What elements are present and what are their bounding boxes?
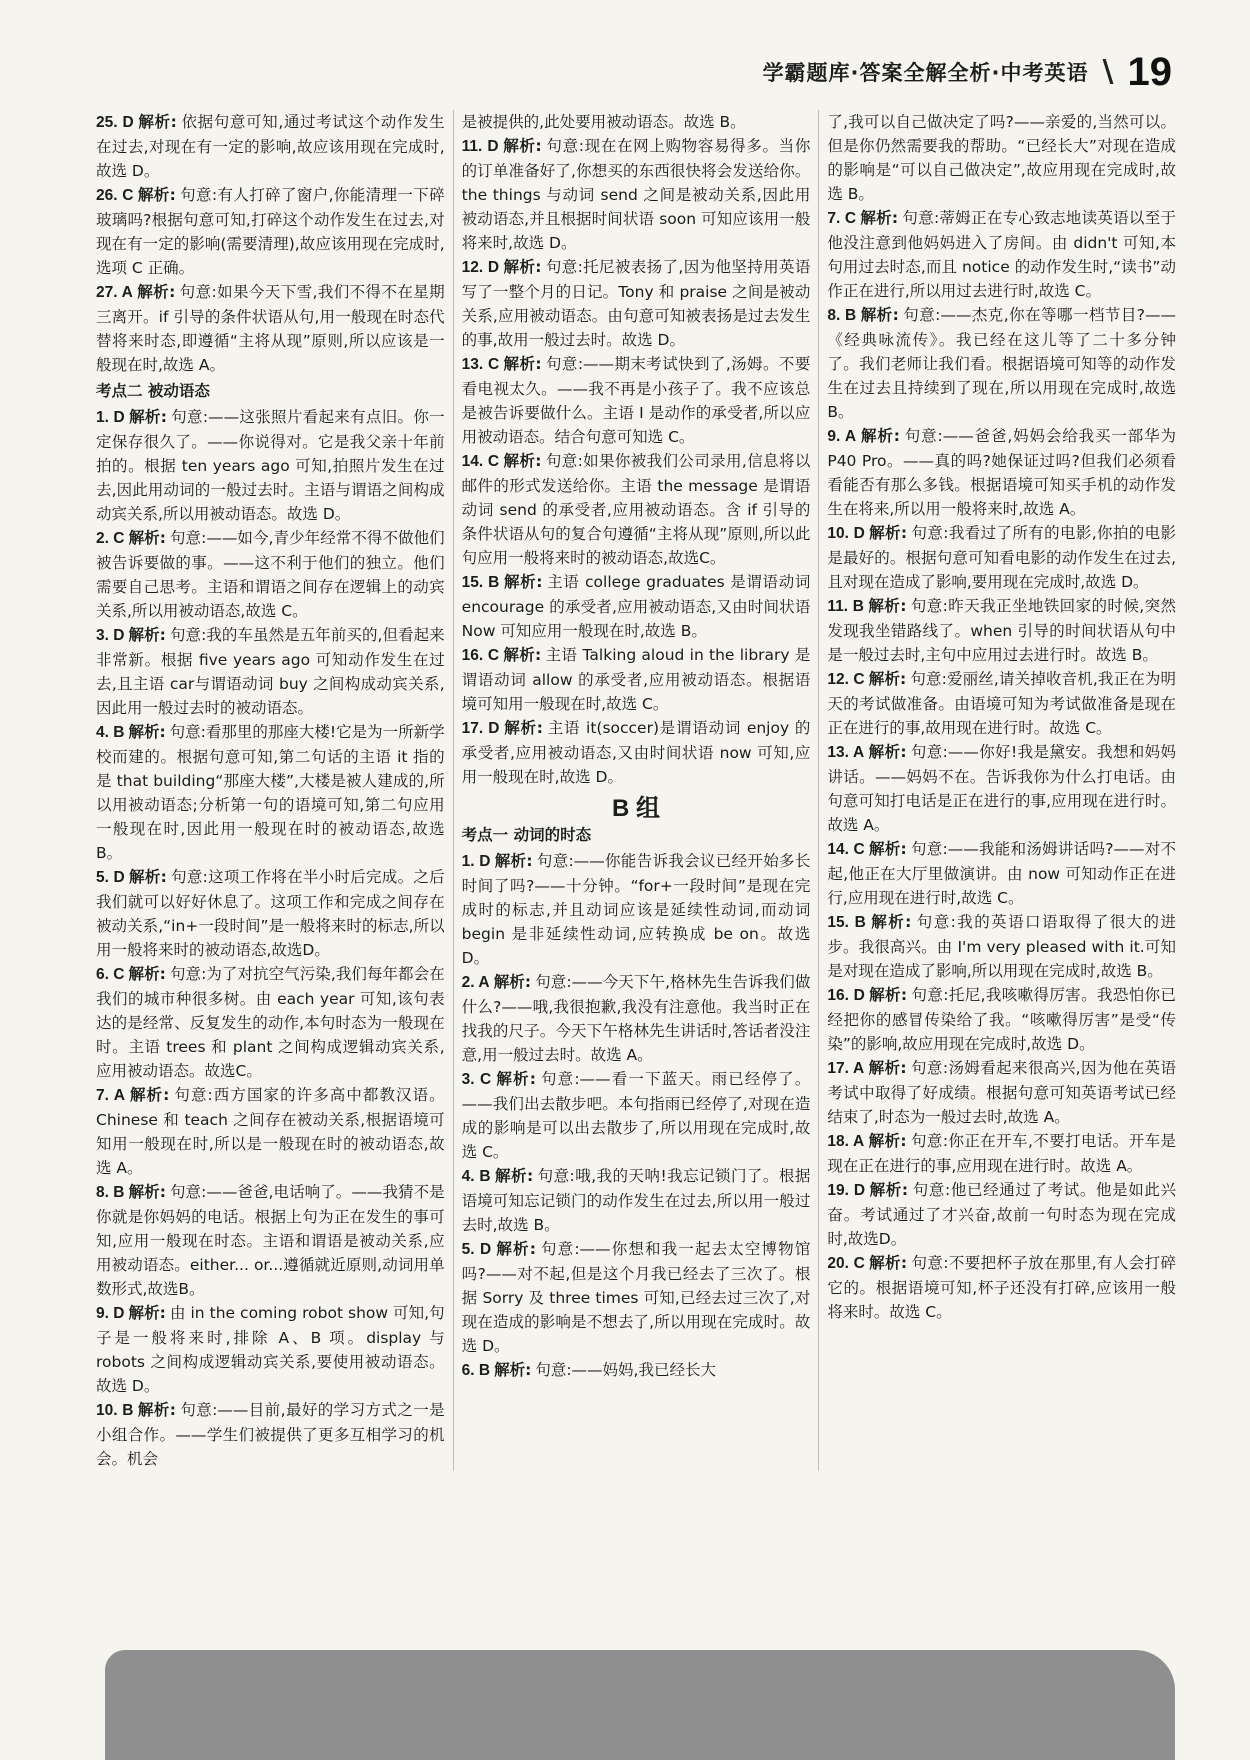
- column-2: [453, 110, 811, 1471]
- analysis-label: 解析:: [128, 1183, 166, 1201]
- analysis-text: 依据句意可知,通过考试这个动作发生在过去,对现在有一定的影响,故应该用现在完成时,故选 D。: [96, 113, 445, 180]
- analysis-label: 解析:: [868, 524, 908, 542]
- analysis-text: 主语 it(soccer)是谓语动词 enjoy 的承受者,应用被动语态,又由时间状语 now 可知,应用一般现在时,故选 D。: [461, 719, 811, 786]
- analysis-text: 句意:——今天下午,格林先生告诉我们做什么?——哦,我很抱歉,我没有注意他。我当时正在找我的尺子。今天下午格林先生讲话时,答话者没注意,用一般过去时。故选 A。: [461, 973, 811, 1064]
- question-number: 2. A: [461, 974, 490, 991]
- analysis-label: 解析:: [494, 1167, 534, 1185]
- question-number: 25. D: [96, 114, 134, 131]
- answer-entry: [462, 449, 811, 570]
- answer-entry: [462, 255, 811, 352]
- analysis-label: 解析:: [128, 1304, 166, 1322]
- analysis-text: 句意:看那里的那座大楼!它是为一所新学校而建的。根据句意可知,第二句话的主语 it 指的是 that building“那座大楼”,大楼是被人建成的,所以用被动语态;分析第一句的语境可知,第二句应用一般现在时,因此用一般现在时的被动语态,故选 B。: [96, 723, 445, 862]
- analysis-label: 解析:: [860, 306, 899, 324]
- section-heading: 考点一 动词的时态: [461, 826, 592, 844]
- analysis-label: 解析:: [860, 209, 899, 227]
- column-1: [96, 110, 445, 1471]
- analysis-text: 句意:——这张照片看起来有点旧。你一定保存很久了。——你说得对。它是我父亲十年前拍的。根据 ten years ago 可知,拍照片发生在过去,因此用动词的一般过去时。主语与谓语之间构成动宾关系,所以用被动语态。故选 D。: [96, 408, 445, 523]
- answer-entry: [96, 183, 445, 280]
- question-number: 26. C: [96, 187, 134, 204]
- answer-entry: [96, 280, 445, 377]
- analysis-text: 句意:西方国家的许多高中都教汉语。Chinese 和 teach 之间存在被动关系,根据语境可知用一般现在时,所以是一般现在时的被动语态,故选 A。: [96, 1086, 445, 1177]
- answer-entry: [827, 740, 1176, 837]
- question-number: 8. B: [96, 1184, 125, 1201]
- answer-entry: [462, 134, 811, 255]
- analysis-text: 句意:托尼被表扬了,因为他坚持用英语写了一整个月的日记。Tony 和 praise 之间是被动关系,应用被动语态。由句意可知被表扬是过去发生的事,故用一般过去时。故选 D。: [461, 258, 811, 349]
- analysis-text: 句意:——爸爸,电话响了。——我猜不是你就是你妈妈的电话。根据上句为正在发生的事可知,应用一般现在时态。主语和谓语是被动关系,应用被动语态。either... or...遵循就近原则,动词用单数形式,故选B。: [96, 1183, 445, 1298]
- answer-entry: [96, 720, 445, 865]
- answer-entry: [462, 643, 811, 716]
- analysis-text: 主语 Talking aloud in the library 是谓语动词 allow 的承受者,应用被动语态。根据语境可知用一般现在时,故选 C。: [461, 646, 811, 713]
- answer-entry: [96, 1180, 445, 1301]
- analysis-text: 句意:我的车虽然是五年前买的,但看起来非常新。根据 five years ago 可知动作发生在过去,且主语 car与谓语动词 buy 之间构成动宾关系,因此用一般过去时的被动语态。: [96, 626, 445, 717]
- analysis-text: 句意:——爸爸,妈妈会给我买一部华为 P40 Pro。——真的吗?她保证过吗?但我们必须看看能否有那么多钱。根据语境可知买手机的动作发生在将来,所以用一般将来时,故选 A。: [827, 427, 1177, 518]
- analysis-label: 解析:: [503, 719, 544, 737]
- analysis-label: 解析:: [868, 986, 908, 1004]
- analysis-text: 句意:你正在开车,不要打电话。开车是现在正在进行的事,应用现在进行时。故选 A。: [827, 1132, 1176, 1175]
- analysis-label: 解析:: [503, 355, 542, 373]
- analysis-text: 句意:——你好!我是黛安。我想和妈妈讲话。——妈妈不在。告诉我你为什么打电话。由句意可知打电话是正在进行的事,应用现在进行时。故选 A。: [827, 743, 1177, 834]
- footer-bar: [105, 1650, 1175, 1760]
- analysis-label: 解析:: [495, 1070, 536, 1088]
- question-number: 12. C: [827, 671, 865, 688]
- answer-entry: [827, 303, 1176, 424]
- question-number: 6. C: [96, 966, 125, 983]
- answer-entry: [827, 424, 1176, 521]
- answer-entry: [462, 970, 811, 1067]
- analysis-text: 句意:——看一下蓝天。雨已经停了。——我们出去散步吧。本句指雨已经停了,对现在造成的影响是可以出去散步了,所以用现在完成时,故选 C。: [461, 1070, 811, 1161]
- answer-entry: [96, 1398, 445, 1471]
- answer-entry: [827, 1056, 1176, 1129]
- answer-entry: [462, 1237, 811, 1358]
- question-number: 20. C: [827, 1255, 865, 1272]
- analysis-text: 句意:——期末考试快到了,汤姆。不要看电视太久。——我不再是小孩子了。我不应该总是被告诉要做什么。主语 I 是动作的承受者,所以应用被动语态。结合句意可知选 C。: [461, 355, 811, 446]
- question-number: 16. C: [461, 647, 500, 664]
- analysis-label: 解析:: [869, 913, 912, 931]
- answer-entry: [462, 1358, 811, 1383]
- analysis-text: 句意:有人打碎了窗户,你能清理一下碎玻璃吗?根据句意可知,打碎这个动作发生在过去,对现在有一定的影响(需要清理),故应该用现在完成时,选项 C 正确。: [96, 186, 445, 277]
- question-number: 6. B: [461, 1362, 491, 1379]
- answer-entry: [462, 110, 811, 134]
- analysis-text: 句意:这项工作将在半小时后完成。之后我们就可以好好休息了。这项工作和完成之间存在被动关系,“in+一段时间”是一般将来时的标志,所以用一般将来时的被动语态,故选D。: [96, 868, 445, 959]
- answer-entry: [462, 849, 811, 970]
- answer-entry: [96, 1301, 445, 1398]
- analysis-label: 解析:: [868, 670, 907, 688]
- analysis-label: 解析:: [136, 283, 176, 301]
- analysis-text: 句意:昨天我正坐地铁回家的时候,突然发现我坐错路线了。when 引导的时间状语从句中是一般过去时,主句中应用过去进行时。故选 B。: [827, 597, 1177, 664]
- question-number: 13. A: [827, 744, 865, 761]
- analysis-label: 解析:: [494, 852, 533, 870]
- question-number: 4. B: [96, 724, 125, 741]
- answer-entry: [827, 667, 1176, 740]
- answer-entry: [827, 521, 1176, 594]
- analysis-label: 解析:: [503, 452, 542, 470]
- question-number: 14. C: [461, 453, 500, 470]
- analysis-label: 解析:: [868, 1059, 907, 1077]
- answer-entry: [462, 716, 811, 789]
- analysis-label: 解析:: [128, 529, 166, 547]
- analysis-label: 解析:: [503, 573, 543, 591]
- question-number: 4. B: [461, 1168, 491, 1185]
- analysis-label: 解析:: [503, 258, 542, 276]
- answer-entry: [96, 1083, 445, 1180]
- page-header: [763, 52, 1172, 92]
- analysis-text: 句意:——我能和汤姆讲话吗?——对不起,他正在大厅里做演讲。由 now 可知动作正在进行,应用现在进行时,故选 C。: [827, 840, 1177, 907]
- analysis-text: 句意:现在在网上购物容易得多。当你的订单准备好了,你想买的东西很快将会发送给你。the things 与动词 send 之间是被动关系,因此用被动语态,并且根据时间状语 soon 可知应该用一般将来时,故选 D。: [461, 137, 811, 252]
- analysis-text: 了,我可以自己做决定了吗?——亲爱的,当然可以。但是你仍然需要我的帮助。“已经长大”对现在造成的影响是“可以自己做决定”,故应用现在完成时,故选 B。: [827, 113, 1177, 203]
- analysis-label: 解析:: [128, 723, 166, 741]
- analysis-label: 解析:: [128, 408, 167, 426]
- question-number: 9. D: [96, 1305, 125, 1322]
- analysis-label: 解析:: [868, 840, 907, 858]
- analysis-label: 解析:: [868, 743, 907, 761]
- answer-entry: [827, 1251, 1176, 1324]
- analysis-text: 句意:——如今,青少年经常不得不做他们被告诉要做的事。——这不利于他们的独立。他们需要自己思考。主语和谓语之间存在逻辑上的动宾关系,所以用被动语态,故选 C。: [96, 529, 445, 620]
- analysis-label: 解析:: [868, 1254, 908, 1272]
- question-number: 11. B: [827, 598, 864, 615]
- analysis-label: 解析:: [502, 137, 542, 155]
- answer-entry: [827, 1178, 1176, 1251]
- analysis-label: 解析:: [860, 427, 900, 445]
- analysis-text: 句意:——妈妈,我已经长大: [535, 1361, 716, 1379]
- question-number: 5. D: [96, 869, 125, 886]
- answer-entry: [462, 570, 811, 643]
- analysis-label: 解析:: [867, 597, 907, 615]
- answer-entry: [96, 865, 445, 962]
- answer-entry: [827, 594, 1176, 667]
- analysis-text: 句意:——你能告诉我会议已经开始多长时间了吗?——十分钟。“for+一段时间”是现在完成时的标志,并且动词应该是延续性动词,而动词 begin 是非延续性动词,应转换成 be on。故选 D。: [461, 852, 811, 967]
- answer-entry: [462, 352, 811, 449]
- answer-entry: [827, 206, 1176, 303]
- question-number: 7. A: [96, 1087, 125, 1104]
- question-number: 3. D: [96, 627, 125, 644]
- question-number: 3. C: [461, 1071, 492, 1088]
- answer-entry: [827, 983, 1176, 1056]
- book-title: 学霸题库·答案全解全析·中考英语: [762, 61, 1089, 85]
- analysis-text: 句意:哦,我的天呐!我忘记锁门了。根据语境可知忘记锁门的动作发生在过去,所以用一般过去时,故选 B。: [461, 1167, 811, 1234]
- analysis-text: 句意:为了对抗空气污染,我们每年都会在我们的城市种很多树。由 each year 可知,该句表达的是经常、反复发生的动作,本句时态为一般现在时。主语 trees 和 plant 之间构成逻辑动宾关系,应用被动语态。故选C。: [96, 965, 445, 1080]
- analysis-text: 句意:蒂姆正在专心致志地读英语以至于他没注意到他妈妈进入了房间。由 didn't 可知,本句用过去时态,而且 notice 的动作发生时,“读书”动作正在进行,所以用过去进行时,故选 C。: [827, 209, 1177, 300]
- analysis-text: 句意:我的英语口语取得了很大的进步。我很高兴。由 I'm very pleased with it.可知是对现在造成了影响,所以用现在完成时,故选 B。: [827, 913, 1177, 980]
- section-heading: 考点二 被动语态: [96, 382, 210, 400]
- question-number: 8. B: [827, 307, 857, 324]
- answer-entry: [96, 526, 445, 623]
- question-number: 1. D: [461, 853, 491, 870]
- question-number: 2. C: [96, 530, 125, 547]
- analysis-label: 解析:: [494, 1361, 532, 1379]
- analysis-text: 句意:我看过了所有的电影,你拍的电影是最好的。根据句意可知看电影的动作发生在过去,且对现在造成了影响,要用现在完成时,故选 D。: [827, 524, 1177, 591]
- analysis-text: 句意:他已经通过了考试。他是如此兴奋。考试通过了才兴奋,故前一句时态为现在完成时,故选D。: [827, 1181, 1177, 1248]
- analysis-text: 句意:汤姆看起来很高兴,因为他在英语考试中取得了好成绩。根据句意可知英语考试已经结束了,时态为一般过去时,故选 A。: [827, 1059, 1177, 1126]
- question-number: 19. D: [827, 1182, 866, 1199]
- question-number: 17. A: [827, 1060, 865, 1077]
- column-3: [818, 110, 1176, 1471]
- analysis-text: 句意:如果你被我们公司录用,信息将以邮件的形式发送给你。主语 the message 是谓语动词 send 的承受者,应用被动语态。含 if 引导的条件状语从句的复合句遵循“主将从现”原则,所以此句应用一般将来时的被动语态,故选C。: [461, 452, 811, 567]
- answer-entry: [462, 1067, 811, 1164]
- question-number: 13. C: [461, 356, 500, 373]
- analysis-text: 是被提供的,此处要用被动语态。故选 B。: [461, 113, 746, 131]
- question-number: 15. B: [461, 574, 500, 591]
- question-number: 11. D: [461, 138, 499, 155]
- answer-entry: [462, 1164, 811, 1237]
- question-number: 7. C: [827, 210, 857, 227]
- question-number: 5. D: [461, 1241, 492, 1258]
- analysis-text: 由 in the coming robot show 可知,句子是一般将来时,排除 A、B 项。display 与 robots 之间构成逻辑动宾关系,要使用被动语态。故选 D。: [96, 1304, 445, 1395]
- answer-entry: [96, 623, 445, 720]
- question-number: 1. D: [96, 409, 125, 426]
- question-number: 10. D: [827, 525, 865, 542]
- answer-entry: [827, 910, 1176, 983]
- answer-entry: [96, 405, 445, 526]
- analysis-label: 解析:: [128, 1086, 170, 1104]
- question-number: 14. C: [827, 841, 865, 858]
- page-number: 19: [1127, 50, 1172, 94]
- analysis-label: 解析:: [137, 186, 176, 204]
- question-number: 10. B: [96, 1402, 134, 1419]
- answer-entry: [96, 962, 445, 1083]
- question-number: 18. A: [827, 1133, 865, 1150]
- analysis-label: 解析:: [495, 1240, 536, 1258]
- answer-entry: [827, 837, 1176, 910]
- analysis-label: 解析:: [128, 868, 167, 886]
- analysis-text: 句意:不要把杯子放在那里,有人会打碎它的。根据语境可知,杯子还没有打碎,应该用一般将来时。故选 C。: [827, 1254, 1177, 1321]
- analysis-text: 句意:如果今天下雪,我们不得不在星期三离开。if 引导的条件状语从句,用一般现在时态代替将来时态,即遵循“主将从现”原则,所以应该是一般现在时,故选 A。: [96, 283, 445, 374]
- answer-entry: [96, 110, 445, 183]
- analysis-text: 主语 college graduates 是谓语动词 encourage 的承受者,应用被动语态,又由时间状语 Now 可知应用一般现在时,故选 B。: [461, 573, 811, 640]
- question-number: 15. B: [827, 914, 866, 931]
- analysis-text: 句意:——你想和我一起去太空博物馆吗?——对不起,但是这个月我已经去了三次了。根据 Sorry 及 three times 可知,已经去过三次了,对现在造成的影响是不想去了,所以用现在完成时。故选 D。: [461, 1240, 811, 1355]
- header-slash: \: [1102, 54, 1114, 89]
- answer-entry: [827, 1129, 1176, 1178]
- analysis-label: 解析:: [137, 113, 177, 131]
- question-number: 9. A: [827, 428, 857, 445]
- analysis-label: 解析:: [137, 1401, 176, 1419]
- question-number: 12. D: [461, 259, 500, 276]
- analysis-text: 句意:爱丽丝,请关掉收音机,我正在为明天的考试做准备。由语境可知为考试做准备是现在正在进行的事,故用现在进行时。故选 C。: [827, 670, 1177, 737]
- analysis-label: 解析:: [493, 973, 532, 991]
- analysis-label: 解析:: [503, 646, 542, 664]
- analysis-label: 解析:: [128, 626, 166, 644]
- analysis-label: 解析:: [869, 1181, 909, 1199]
- question-number: 27. A: [96, 284, 133, 301]
- group-heading: B 组: [612, 795, 660, 822]
- answer-entry: [827, 110, 1176, 206]
- analysis-text: 句意:托尼,我咳嗽得厉害。我恐怕你已经把你的感冒传染给了我。“咳嗽得厉害”是受“传染”的影响,故应用现在完成时,故选 D。: [827, 986, 1177, 1053]
- analysis-label: 解析:: [868, 1132, 907, 1150]
- analysis-text: 句意:——杰克,你在等哪一档节目?——《经典咏流传》。我已经在这儿等了二十多分钟了。我们老师让我们看。根据语境可知等的动作发生在过去且持续到了现在,所以用现在完成时,故选 B。: [827, 306, 1177, 421]
- question-number: 16. D: [827, 987, 865, 1004]
- question-number: 17. D: [461, 720, 500, 737]
- analysis-label: 解析:: [128, 965, 166, 983]
- answer-columns: [96, 110, 1176, 1471]
- analysis-text: 句意:——目前,最好的学习方式之一是小组合作。——学生们被提供了更多互相学习的机会。机会: [96, 1401, 445, 1468]
